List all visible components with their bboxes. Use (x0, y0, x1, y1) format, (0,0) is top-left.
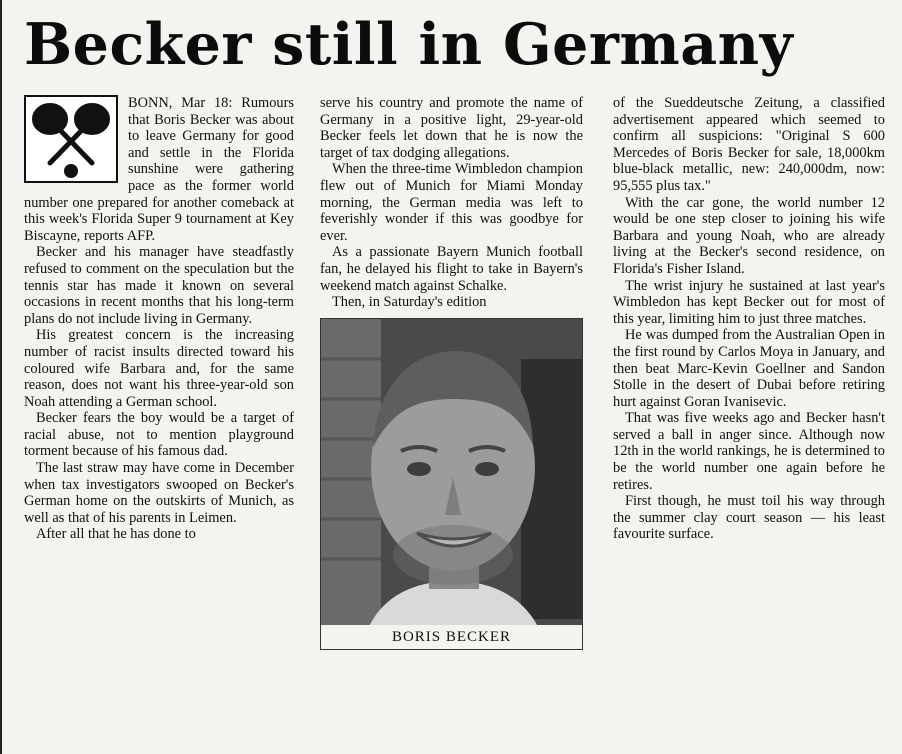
paragraph: Then, in Saturday's edition (332, 294, 487, 311)
paragraph: Becker and his manager have steadfastly refused to comment on the speculation but the tennis star has made it known on several occasions in recent months that his long-term plans do not include living in Germany. (24, 244, 294, 327)
paragraph: After all that he has done to (36, 526, 196, 543)
paragraph: He was dumped from the Australian Open in the first round by Carlos Moya in January, and then beat Marc-Kevin Goellner and Sandon Stolle in the desert of Dubai before retiring hurt against Goran Ivanisevic. (613, 327, 885, 410)
paragraph: The wrist injury he sustained at last year's Wimbledon has kept Becker out for most of this year, limiting him to just three matches. (613, 277, 885, 327)
paragraph: His greatest concern is the increasing number of racist insults directed toward his coloured wife Barbara and, for the same reason, does not want his three-year-old son Noah attending a German school. (24, 327, 294, 410)
paragraph: First though, he must toil his way through the summer clay court season — his least favourite surface. (613, 493, 885, 543)
column-1 (24, 95, 294, 543)
paragraph: of the Sueddeutsche Zeitung, a classified advertisement appeared which seemed to confirm all suspicions: "Original S 600 Mercedes of Boris Becker for sale, 18,000km blue-black metallic, new: 240,000dm, now: 95,555 plus tax." (613, 95, 885, 194)
portrait-photo (320, 318, 583, 650)
paragraph: With the car gone, the world number 12 would be one step closer to joining his wife Barbara and young Noah, who are already living at the Becker's second residence, on Florida's Fisher Island. (613, 194, 885, 277)
paragraph: The last straw may have come in December when tax investigators swooped on Becker's German home on the outskirts of Munich, as well as that of his parents in Leimen. (24, 460, 294, 526)
paragraph-text: Rumours that Boris Becker was about to leave Germany for good and settle in the Florida sunshine were gathering pace as the former world number one prepared for another comeback at this week's Florida Super 9 tournament at Key Biscayne, reports AFP. (24, 95, 294, 244)
paragraph: That was five weeks ago and Becker hasn't served a ball in anger since. Although now 12th in the world rankings, he is determined to be the world number one again before he retires. (613, 410, 885, 493)
paragraph: Becker fears the boy would be a target of racial abuse, not to mention playground torment because of his famous dad. (24, 410, 294, 460)
tennis-rackets-icon (24, 95, 118, 183)
photo-caption: BORIS BECKER (321, 625, 582, 649)
paragraph: When the three-time Wimbledon champion flew out of Munich for Miami Monday morning, the German media was left to feverishly wonder if this was goodbye for ever. (320, 161, 583, 244)
column-2 (320, 95, 583, 650)
headline: Becker still in Germany (24, 11, 794, 78)
column-3 (613, 95, 885, 543)
dateline: BONN, Mar 18: (128, 95, 233, 111)
paragraph: serve his country and promote the name of Germany in a positive light, 29-year-old Becker feels let down that he is now the target of tax dodging allegations. (320, 95, 583, 161)
paragraph: As a passionate Bayern Munich football fan, he delayed his flight to take in Bayern's weekend match against Schalke. (320, 244, 583, 294)
